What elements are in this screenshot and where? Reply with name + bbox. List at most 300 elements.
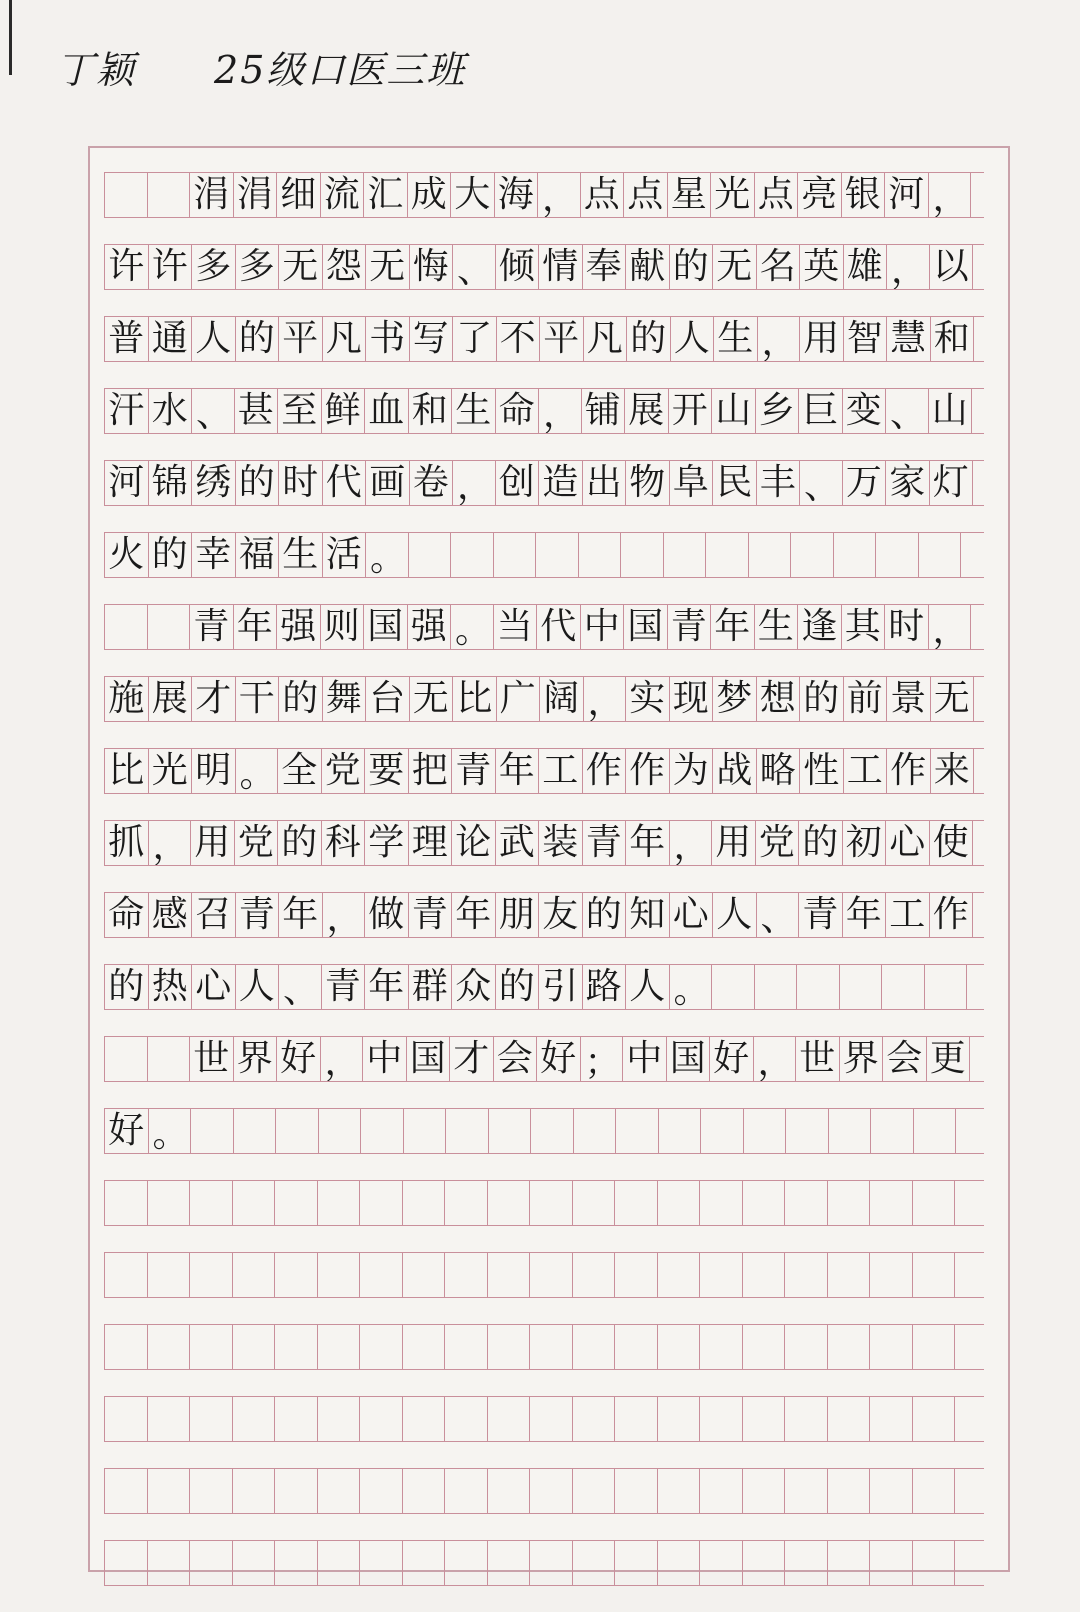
grid-cell [148, 1253, 191, 1297]
grid-cell [148, 1037, 191, 1081]
grid-cell: ， [754, 1037, 797, 1081]
grid-cell [276, 1109, 319, 1153]
grid-cell [828, 1325, 871, 1369]
grid-cell: 青 [668, 605, 712, 649]
grid-cell [785, 1181, 828, 1225]
grid-cell [743, 1397, 786, 1441]
grid-cell: 山 [929, 389, 973, 433]
grid-cell [658, 1325, 701, 1369]
grid-cell: 。 [451, 605, 494, 649]
grid-row [104, 1396, 984, 1442]
grid-cell: 亮 [798, 173, 842, 217]
grid-cell [360, 1325, 403, 1369]
grid-cell: 锦 [149, 461, 193, 505]
grid-cell [403, 1253, 446, 1297]
grid-cell: 年 [843, 893, 887, 937]
grid-cell: 、 [453, 245, 496, 289]
grid-cell: 的 [799, 821, 843, 865]
grid-cell [840, 965, 883, 1009]
grid-cell: 光 [149, 749, 193, 793]
grid-cell: 情 [539, 245, 583, 289]
grid-cell: 多 [192, 245, 236, 289]
grid-cell [797, 965, 840, 1009]
grid-cell [403, 1541, 446, 1585]
grid-cell: 强 [277, 605, 321, 649]
grid-cell: 战 [713, 749, 757, 793]
grid-cell: 河 [885, 173, 929, 217]
grid-row [104, 1324, 984, 1370]
grid-cell: 山 [712, 389, 756, 433]
grid-cell: 海 [495, 173, 539, 217]
grid-cell [749, 533, 792, 577]
grid-cell [573, 1325, 616, 1369]
grid-cell: 感 [149, 893, 193, 937]
manuscript-grid [104, 172, 984, 1612]
grid-cell [190, 1181, 233, 1225]
grid-cell [360, 1541, 403, 1585]
grid-cell [318, 1541, 361, 1585]
grid-cell: 民 [713, 461, 757, 505]
grid-row [104, 460, 984, 506]
grid-cell [404, 1109, 447, 1153]
grid-cell [658, 1181, 701, 1225]
grid-row [104, 316, 984, 362]
grid-cell [318, 1181, 361, 1225]
grid-cell: ， [758, 317, 801, 361]
grid-cell [925, 965, 968, 1009]
grid-cell [105, 173, 148, 217]
grid-cell: ， [453, 461, 496, 505]
grid-cell: 青 [583, 821, 627, 865]
grid-cell [105, 1469, 148, 1513]
grid-cell: 作 [626, 749, 670, 793]
grid-cell: 年 [234, 605, 278, 649]
grid-cell: 出 [583, 461, 627, 505]
grid-cell: 会 [494, 1037, 538, 1081]
grid-cell: 年 [365, 965, 409, 1009]
grid-cell [190, 1541, 233, 1585]
grid-cell [658, 1541, 701, 1585]
grid-row [104, 1252, 984, 1298]
grid-cell [785, 1469, 828, 1513]
grid-cell: ， [929, 173, 972, 217]
grid-cell: 好 [277, 1037, 321, 1081]
grid-cell [574, 1109, 617, 1153]
grid-cell [573, 1541, 616, 1585]
grid-cell: 年 [626, 821, 670, 865]
grid-cell [105, 1397, 148, 1441]
grid-cell: 平 [540, 317, 584, 361]
grid-cell: 至 [278, 389, 322, 433]
grid-row [104, 1540, 984, 1586]
grid-cell: 幸 [192, 533, 236, 577]
class-info: 25级口医三班 [214, 47, 467, 92]
grid-cell: 抓 [105, 821, 149, 865]
grid-cell: 好 [710, 1037, 754, 1081]
grid-cell: 光 [711, 173, 755, 217]
grid-cell [191, 1109, 234, 1153]
grid-cell: 无 [410, 677, 454, 721]
grid-cell [105, 1253, 148, 1297]
grid-cell: 的 [583, 893, 627, 937]
grid-cell [148, 1541, 191, 1585]
grid-cell: 比 [105, 749, 149, 793]
grid-cell [615, 1253, 658, 1297]
grid-cell [488, 1541, 531, 1585]
grid-cell [743, 1253, 786, 1297]
grid-cell: 智 [844, 317, 888, 361]
grid-cell [573, 1181, 616, 1225]
grid-cell: 人 [192, 317, 236, 361]
grid-cell: 实 [626, 677, 670, 721]
grid-row [104, 244, 984, 290]
grid-cell [828, 1181, 871, 1225]
grid-cell: 活 [323, 533, 367, 577]
grid-row [104, 532, 984, 578]
grid-cell [148, 1397, 191, 1441]
grid-cell [914, 1109, 957, 1153]
grid-cell: 友 [539, 893, 583, 937]
grid-cell [706, 533, 749, 577]
grid-cell: 时 [885, 605, 929, 649]
grid-cell: 作 [887, 749, 931, 793]
grid-cell: 凡 [584, 317, 628, 361]
grid-cell: 。 [366, 533, 409, 577]
grid-cell: 年 [711, 605, 755, 649]
grid-cell [579, 533, 622, 577]
grid-cell: 普 [105, 317, 149, 361]
grid-cell: 逢 [798, 605, 842, 649]
grid-cell: 青 [236, 893, 280, 937]
grid-cell [870, 1325, 913, 1369]
grid-cell: 才 [192, 677, 236, 721]
grid-cell: 想 [757, 677, 801, 721]
grid-cell: 青 [452, 749, 496, 793]
grid-cell [573, 1397, 616, 1441]
grid-cell: 作 [930, 893, 974, 937]
grid-cell: 会 [883, 1037, 927, 1081]
grid-cell: 。 [149, 1109, 192, 1153]
grid-cell: 万 [843, 461, 887, 505]
grid-cell [234, 1109, 277, 1153]
grid-cell: 武 [496, 821, 540, 865]
grid-cell [834, 533, 877, 577]
grid-cell: 强 [408, 605, 452, 649]
grid-cell: 生 [714, 317, 758, 361]
grid-cell: 施 [105, 677, 149, 721]
grid-cell [445, 1181, 488, 1225]
grid-cell [615, 1397, 658, 1441]
grid-cell [530, 1253, 573, 1297]
grid-cell [403, 1469, 446, 1513]
grid-cell: 、 [192, 389, 235, 433]
grid-cell [700, 1397, 743, 1441]
grid-cell [615, 1469, 658, 1513]
grid-cell: 人 [713, 893, 757, 937]
grid-cell: 灯 [930, 461, 974, 505]
grid-cell: 大 [451, 173, 495, 217]
grid-cell [233, 1541, 276, 1585]
grid-cell [615, 1541, 658, 1585]
grid-cell: ； [581, 1037, 624, 1081]
grid-cell: 多 [236, 245, 280, 289]
grid-cell: 把 [409, 749, 453, 793]
grid-cell: 为 [670, 749, 714, 793]
grid-cell: ， [538, 173, 581, 217]
grid-cell [615, 1325, 658, 1369]
grid-cell [882, 965, 925, 1009]
grid-cell [233, 1397, 276, 1441]
grid-cell: 生 [452, 389, 496, 433]
grid-cell [913, 1397, 956, 1441]
grid-cell: 卷 [410, 461, 454, 505]
grid-cell [530, 1325, 573, 1369]
grid-cell: 涓 [190, 173, 234, 217]
grid-cell: 怨 [323, 245, 367, 289]
grid-cell: 引 [539, 965, 583, 1009]
grid-cell: ， [149, 821, 192, 865]
grid-cell [919, 533, 962, 577]
grid-cell [233, 1253, 276, 1297]
grid-cell [275, 1397, 318, 1441]
grid-cell: 福 [236, 533, 280, 577]
grid-cell: 不 [497, 317, 541, 361]
grid-cell: 年 [279, 893, 323, 937]
grid-cell: ， [539, 389, 582, 433]
grid-cell [105, 1181, 148, 1225]
grid-cell: 工 [886, 893, 930, 937]
grid-cell: 学 [365, 821, 409, 865]
grid-cell: 明 [192, 749, 236, 793]
grid-cell [105, 1325, 148, 1369]
grid-cell: 无 [713, 245, 757, 289]
grid-cell: 点 [624, 173, 668, 217]
grid-cell [913, 1253, 956, 1297]
grid-cell: 人 [236, 965, 280, 1009]
grid-cell: 乡 [756, 389, 800, 433]
grid-cell: 的 [279, 677, 323, 721]
grid-cell [828, 1541, 871, 1585]
grid-cell: 国 [624, 605, 668, 649]
grid-cell [785, 1253, 828, 1297]
grid-cell [870, 1397, 913, 1441]
grid-cell: 成 [408, 173, 452, 217]
grid-cell: 略 [757, 749, 801, 793]
grid-cell [700, 1541, 743, 1585]
grid-cell [658, 1397, 701, 1441]
grid-cell [445, 1469, 488, 1513]
grid-cell: 河 [105, 461, 149, 505]
grid-cell: 、 [886, 389, 929, 433]
grid-cell: 铺 [582, 389, 626, 433]
grid-cell [275, 1469, 318, 1513]
grid-cell [319, 1109, 362, 1153]
grid-cell: 心 [886, 821, 930, 865]
grid-cell: 年 [452, 893, 496, 937]
grid-cell [275, 1181, 318, 1225]
grid-cell: 画 [366, 461, 410, 505]
grid-cell: 国 [667, 1037, 711, 1081]
grid-cell [318, 1469, 361, 1513]
grid-cell: 阜 [670, 461, 714, 505]
grid-cell: 知 [626, 893, 670, 937]
grid-cell: 火 [105, 533, 149, 577]
grid-cell: 党 [756, 821, 800, 865]
grid-cell [791, 533, 834, 577]
grid-cell [360, 1253, 403, 1297]
grid-cell [148, 1181, 191, 1225]
grid-cell: 热 [149, 965, 193, 1009]
grid-cell: 国 [364, 605, 408, 649]
grid-cell [275, 1253, 318, 1297]
grid-cell: 名 [757, 245, 801, 289]
grid-cell: 雄 [844, 245, 888, 289]
grid-cell: 群 [409, 965, 453, 1009]
grid-cell: 召 [192, 893, 236, 937]
grid-cell: 平 [279, 317, 323, 361]
grid-cell: 和 [931, 317, 975, 361]
grid-cell [870, 1541, 913, 1585]
grid-cell: 人 [626, 965, 670, 1009]
notebook-binding-edge [0, 0, 12, 75]
grid-row [104, 604, 984, 650]
grid-cell: 通 [149, 317, 193, 361]
grid-cell [828, 1253, 871, 1297]
grid-cell: 无 [366, 245, 410, 289]
grid-cell [573, 1253, 616, 1297]
grid-cell: 科 [322, 821, 366, 865]
grid-cell [488, 1469, 531, 1513]
grid-cell: 现 [670, 677, 714, 721]
grid-cell: ， [584, 677, 627, 721]
grid-cell: 青 [409, 893, 453, 937]
grid-row [104, 172, 984, 218]
grid-cell: 、 [800, 461, 843, 505]
grid-cell [233, 1181, 276, 1225]
grid-cell [828, 1469, 871, 1513]
grid-cell: 路 [583, 965, 627, 1009]
grid-cell: 。 [236, 749, 279, 793]
grid-cell: 理 [409, 821, 453, 865]
grid-cell [318, 1253, 361, 1297]
grid-cell [403, 1325, 446, 1369]
grid-row [104, 820, 984, 866]
grid-cell: 的 [236, 461, 280, 505]
grid-cell: 比 [453, 677, 497, 721]
grid-cell: 用 [800, 317, 844, 361]
grid-cell [536, 533, 579, 577]
grid-cell: 开 [669, 389, 713, 433]
grid-cell [743, 1469, 786, 1513]
grid-cell [360, 1469, 403, 1513]
grid-row [104, 892, 984, 938]
grid-cell [530, 1469, 573, 1513]
grid-cell [743, 1181, 786, 1225]
grid-cell: 点 [581, 173, 625, 217]
grid-cell: 使 [930, 821, 974, 865]
grid-cell: 、 [757, 893, 800, 937]
grid-cell: 中 [623, 1037, 667, 1081]
grid-cell [616, 1109, 659, 1153]
grid-cell: 的 [627, 317, 671, 361]
grid-cell: 血 [365, 389, 409, 433]
grid-cell: 献 [626, 245, 670, 289]
grid-cell [531, 1109, 574, 1153]
grid-cell: 流 [321, 173, 365, 217]
grid-cell: ， [887, 245, 930, 289]
grid-cell: 星 [668, 173, 712, 217]
grid-cell: 用 [712, 821, 756, 865]
grid-cell [105, 605, 148, 649]
grid-cell: 装 [539, 821, 583, 865]
grid-cell: 中 [363, 1037, 407, 1081]
grid-cell: 国 [407, 1037, 451, 1081]
grid-cell: 命 [105, 893, 149, 937]
grid-cell: 书 [366, 317, 410, 361]
grid-cell: 时 [279, 461, 323, 505]
grid-cell [530, 1181, 573, 1225]
grid-cell: 代 [323, 461, 367, 505]
grid-cell: 论 [452, 821, 496, 865]
grid-cell [275, 1541, 318, 1585]
grid-cell: 景 [887, 677, 931, 721]
grid-cell [361, 1109, 404, 1153]
grid-cell: 要 [365, 749, 409, 793]
grid-cell: 好 [537, 1037, 581, 1081]
grid-cell: 变 [843, 389, 887, 433]
grid-cell: 。 [670, 965, 713, 1009]
page-header [56, 36, 466, 96]
grid-cell [870, 1253, 913, 1297]
grid-cell: 许 [105, 245, 149, 289]
grid-cell: 生 [755, 605, 799, 649]
grid-cell: 的 [800, 677, 844, 721]
grid-row [104, 1108, 984, 1154]
grid-cell [233, 1325, 276, 1369]
grid-cell [876, 533, 919, 577]
grid-cell: 奉 [583, 245, 627, 289]
grid-cell: 银 [842, 173, 886, 217]
grid-cell: 的 [149, 533, 193, 577]
grid-cell [700, 1253, 743, 1297]
grid-cell: 涓 [234, 173, 278, 217]
grid-cell: 中 [581, 605, 625, 649]
grid-cell [488, 1253, 531, 1297]
grid-cell [700, 1325, 743, 1369]
grid-cell: 广 [497, 677, 541, 721]
grid-cell: 汇 [364, 173, 408, 217]
grid-cell: ， [929, 605, 972, 649]
grid-cell [785, 1541, 828, 1585]
grid-cell [658, 1469, 701, 1513]
grid-cell: ， [670, 821, 713, 865]
grid-cell [871, 1109, 914, 1153]
grid-cell [615, 1181, 658, 1225]
grid-cell [659, 1109, 702, 1153]
grid-cell [275, 1325, 318, 1369]
grid-row [104, 676, 984, 722]
grid-cell [446, 1109, 489, 1153]
grid-cell [621, 533, 664, 577]
grid-cell: ， [321, 1037, 364, 1081]
grid-cell [913, 1181, 956, 1225]
grid-cell: 代 [537, 605, 581, 649]
grid-cell: 造 [539, 461, 583, 505]
grid-cell [913, 1541, 956, 1585]
grid-cell [828, 1397, 871, 1441]
grid-cell: 了 [453, 317, 497, 361]
grid-cell: 汗 [105, 389, 149, 433]
